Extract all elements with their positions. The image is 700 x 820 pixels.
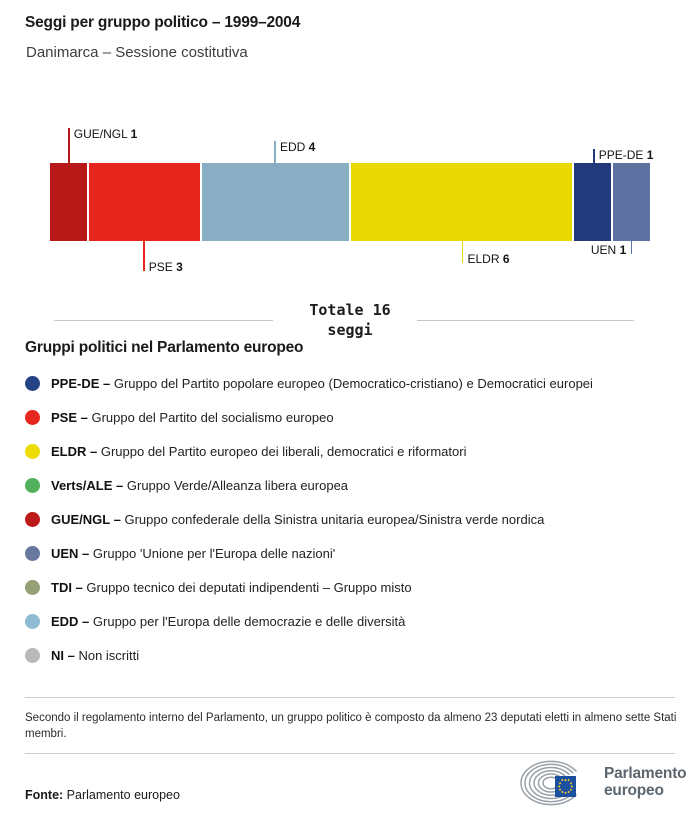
divider-top [25,697,675,698]
callout-line-UEN [631,241,633,254]
bar-segment-ELDR [351,163,572,241]
legend-item-uen- [25,536,680,570]
callout-line-ELDR [462,241,464,263]
callout-line-EDD [274,141,276,163]
source-value: Parlamento europeo [66,788,180,802]
legend-item-text: Verts/ALE – Gruppo Verde/Alleanza libera europea [51,477,349,493]
legend-item-text: PSE – Gruppo del Partito del socialismo europeo [51,409,334,425]
european-parliament-logo [517,755,686,811]
seg-label-ELDR: ELDR 6 [467,252,510,266]
eu-flag-icon [555,776,576,797]
legend-item-gue-ngl- [25,502,680,536]
total-seats-label [0,300,700,340]
bar-segment-EDD [202,163,350,241]
bar-segment-UEN [613,163,650,241]
legend-item-text: TDI – Gruppo tecnico dei deputati indipendenti – Gruppo misto [51,579,412,595]
seg-label-PSE: PSE 3 [148,260,183,274]
legend-item-edd- [25,604,680,638]
page-title: Seggi per gruppo politico – 1999–2004 [25,14,301,31]
legend-color-dot [25,444,40,459]
source-line [25,788,180,802]
callout-line-GUE/NGL [68,128,70,163]
legend-color-dot [25,410,40,425]
legend-color-dot [25,478,40,493]
total-seats-line2: seggi [327,321,373,339]
legend-item-tdi- [25,570,680,604]
callout-line-PSE [143,241,145,271]
legend-item-ni- [25,638,680,672]
legend-heading: Gruppi politici nel Parlamento europeo [25,339,304,356]
callout-line-PPE-DE [593,149,595,163]
legend-color-dot [25,512,40,527]
bar-segment-PPE-DE [574,163,611,241]
legend-color-dot [25,580,40,595]
parliament-hemicycle-icon [517,755,595,811]
total-seats-line1: Totale 16 [309,301,391,319]
bar-segment-GUE/NGL [50,163,87,241]
divider-bottom [25,753,675,754]
source-label: Fonte: [25,788,64,802]
legend-item-eldr- [25,434,680,468]
logo-wordmark [604,755,686,799]
legend-item-text: NI – Non iscritti [51,647,140,663]
seg-label-GUE/NGL: GUE/NGL 1 [73,127,138,141]
logo-wordmark-line2: europeo [604,781,664,799]
legend-color-dot [25,376,40,391]
seg-label-PPE-DE: PPE-DE 1 [598,148,654,162]
page-subtitle: Danimarca – Sessione costitutiva [26,44,248,61]
bar-segment-PSE [89,163,200,241]
legend-item-text: ELDR – Gruppo del Partito europeo dei liberali, democratici e riformatori [51,443,467,459]
legend-item-text: GUE/NGL – Gruppo confederale della Sinistra unitaria europea/Sinistra verde nordica [51,511,545,527]
legend-item-verts-ale- [25,468,680,502]
legend-item-text: UEN – Gruppo 'Unione per l'Europa delle nazioni' [51,545,336,561]
footnote: Secondo il regolamento interno del Parlamento, un gruppo politico è composto da almeno 23 deputati eletti in almeno sette Stati membri. [25,712,677,740]
legend-item-text: EDD – Gruppo per l'Europa delle democrazie e delle diversità [51,613,406,629]
legend-color-dot [25,546,40,561]
legend-item-text: PPE-DE – Gruppo del Partito popolare europeo (Democratico-cristiano) e Democratici europei [51,375,593,391]
seats-stacked-bar [50,163,650,241]
legend-color-dot [25,614,40,629]
seg-label-UEN: UEN 1 [590,243,627,257]
legend-item-pse- [25,400,680,434]
legend-item-ppe-de- [25,366,680,400]
logo-wordmark-line1: Parlamento [604,765,687,782]
legend-list [25,366,680,672]
seg-label-EDD: EDD 4 [280,140,316,154]
legend-color-dot [25,648,40,663]
